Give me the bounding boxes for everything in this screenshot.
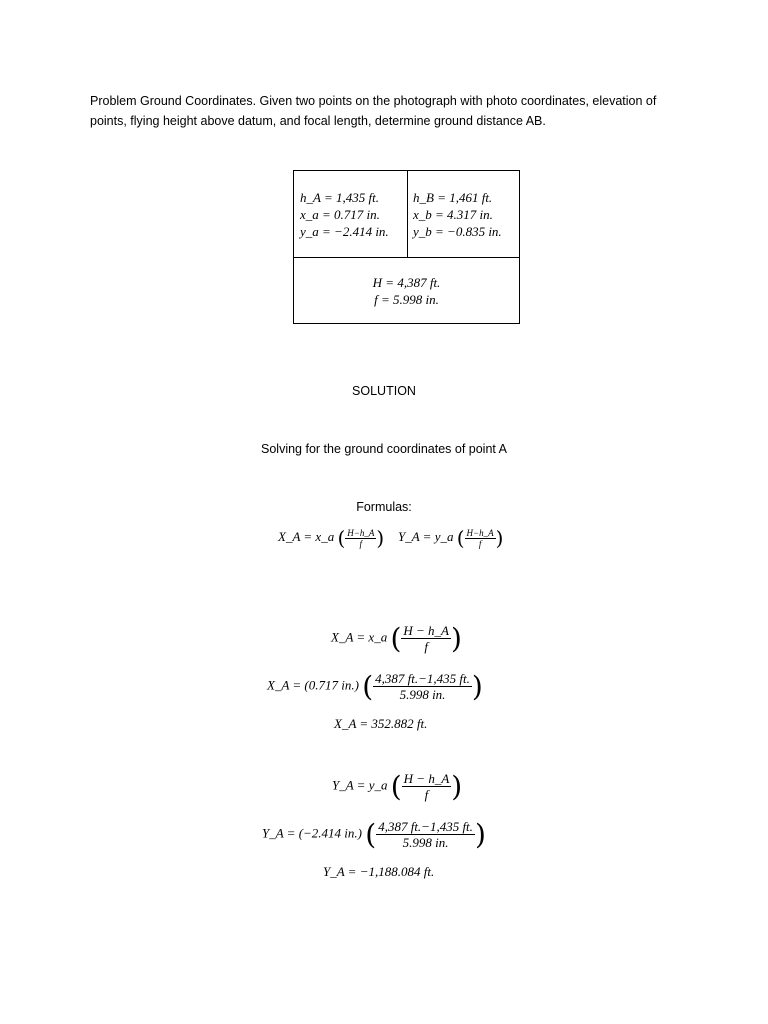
calc-x-equation-2: X_A = (0.717 in.) ( $\frac{4,387 ft.-1,435 ft.}{5.998 in.}$ ) — [267, 670, 483, 703]
given-focal-length: f = 5.998 in. — [374, 292, 439, 307]
given-cell-point-b — [408, 171, 519, 257]
step-heading: Solving for the ground coordinates of point A — [261, 442, 507, 456]
given-y-b: y_b = −0.835 in. — [413, 224, 502, 239]
calc-x-eq1-lhs: X_A = x_a — [331, 629, 388, 645]
calc-y-eq2-numerator: 4,387 ft.−1,435 ft. — [378, 819, 473, 834]
calc-y-result: Y_A = −1,188.084 ft. — [323, 864, 435, 879]
calc-y-eq1-lhs: Y_A = y_a — [332, 777, 388, 793]
formula-y: Y_A = y_a ( $\frac{H-h\_A}{f}$ ) — [398, 526, 504, 550]
calc-y-eq1-numerator: H − h_A — [403, 771, 450, 786]
formula-x: X_A = x_a ( $\frac{H-h\_A}{f}$ ) — [278, 526, 385, 550]
calc-x-eq1-numerator: H − h_A — [403, 623, 449, 638]
given-cell-point-a — [294, 171, 408, 257]
formulas-label: Formulas: — [356, 500, 412, 514]
given-h-a: h_A = 1,435 ft. — [300, 190, 379, 205]
given-y-a: y_a = −2.414 in. — [300, 224, 389, 239]
given-x-a: x_a = 0.717 in. — [300, 207, 380, 222]
calc-y-eq1-denominator: f — [424, 787, 429, 802]
calc-y-eq2-lhs: Y_A = (−2.414 in.) — [262, 825, 363, 841]
formula-y-denominator: f — [478, 538, 482, 549]
formula-y-numerator: H−h_A — [466, 527, 494, 538]
calc-x-eq1-denominator: f — [424, 639, 428, 654]
calc-x-equation-1: X_A = x_a ( $\frac{H - h\_A}{f}$ ) — [331, 622, 462, 655]
calc-x-eq2-numerator: 4,387 ft.−1,435 ft. — [375, 671, 470, 686]
calc-x-eq2-lhs: X_A = (0.717 in.) — [267, 677, 359, 693]
calc-y-equation-2: Y_A = (−2.414 in.) ( $\frac{4,387 ft.-1,435 ft.}{5.998 in.}$ ) — [262, 818, 486, 851]
given-flying-height: H = 4,387 ft. — [372, 275, 441, 290]
given-row-points — [294, 171, 519, 258]
calc-y-eq2-denominator: 5.998 in. — [402, 835, 449, 850]
problem-statement: Problem Ground Coordinates. Given two points on the photograph with photo coordinates, elevation of points, flying height above datum, and focal length, determine ground distance AB. — [90, 94, 657, 128]
formula-x-lhs: X_A = x_a — [278, 528, 335, 544]
calc-x-result: X_A = 352.882 ft. — [334, 716, 428, 731]
formula-y-lhs: Y_A = y_a — [398, 528, 454, 544]
formula-x-denominator: f — [359, 538, 363, 549]
given-h-b: h_B = 1,461 ft. — [413, 190, 493, 205]
formula-x-numerator: H−h_A — [347, 527, 375, 538]
calc-y-equation-1: Y_A = y_a ( $\frac{H - h\_A}{f}$ ) — [332, 770, 463, 803]
given-data-table — [293, 170, 520, 324]
calc-x-eq2-denominator: 5.998 in. — [399, 687, 446, 702]
solution-heading: SOLUTION — [352, 384, 416, 398]
given-x-b: x_b = 4.317 in. — [413, 207, 493, 222]
given-row-common — [294, 257, 519, 323]
